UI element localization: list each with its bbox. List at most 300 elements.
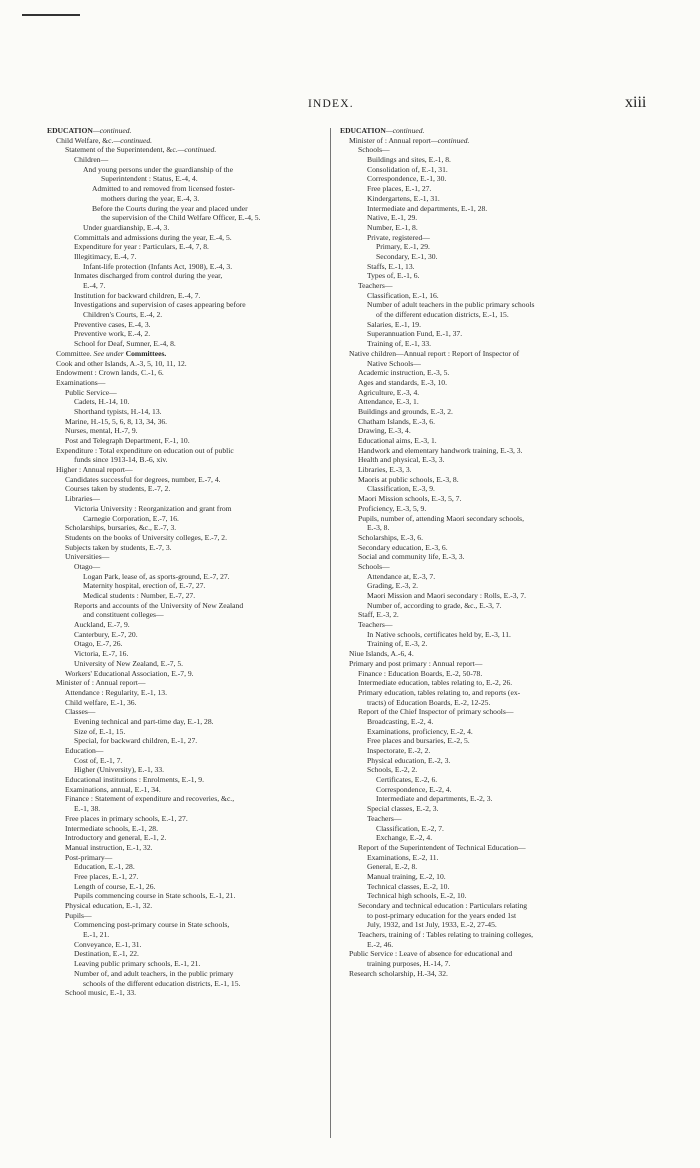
index-entry-text: of the different education districts, E.-1, 15. [376, 310, 509, 320]
index-entry-text: Classification, E.-1, 16. [367, 290, 439, 300]
column-divider [330, 128, 331, 1138]
index-entry [340, 504, 620, 514]
index-entry-text: Children's Courts, E.-4, 2. [83, 310, 163, 320]
index-entry-text: July, 1932, and 1st July, 1933, E.-2, 27-45. [367, 920, 497, 930]
index-entry-text: Attendance : Regularity, E.-1, 13. [65, 687, 167, 697]
index-entry-text: Children— [74, 155, 109, 165]
index-entry-text: Pupils commencing course in State schools, E.-1, 21. [74, 891, 236, 901]
index-entry-text: Grading, E.-3, 2. [367, 581, 419, 591]
index-entry-text: Report of the Superintendent of Technical Education— [358, 842, 526, 852]
index-entry [340, 572, 620, 582]
index-entry-text: Destination, E.-1, 22. [74, 949, 139, 959]
index-entry [47, 417, 327, 427]
index-entry [47, 184, 327, 194]
index-entry [47, 736, 327, 746]
index-entry [47, 678, 327, 688]
index-entry-text: schools of the different education districts, E.-1, 15. [83, 978, 241, 988]
index-entry-text: University of New Zealand, E.-7, 5. [74, 658, 184, 668]
index-entry-text: Institution for backward children, E.-4, 7. [74, 290, 201, 300]
index-entry [340, 417, 620, 427]
index-entry [47, 756, 327, 766]
index-entry [340, 436, 620, 446]
index-entry [47, 843, 327, 853]
index-entry [47, 320, 327, 330]
index-entry [47, 669, 327, 679]
index-entry-text: Maternity hospital, erection of, E.-7, 27. [83, 581, 206, 591]
index-entry-text: the supervision of the Child Welfare Officer, E.-4, 5. [101, 213, 261, 223]
index-entry [340, 601, 620, 611]
index-entry [340, 484, 620, 494]
index-entry [47, 688, 327, 698]
index-entry [340, 281, 620, 291]
index-entry-text: Pupils, number of, attending Maori secondary schools, [358, 513, 524, 523]
index-entry [47, 630, 327, 640]
index-entry [47, 698, 327, 708]
index-entry [47, 911, 327, 921]
index-entry [340, 804, 620, 814]
index-entry [47, 959, 327, 969]
index-entry [340, 388, 620, 398]
index-entry-text: Minister of : Annual report [349, 135, 431, 145]
index-entry [340, 882, 620, 892]
index-entry-text: Inspectorate, E.-2, 2. [367, 746, 431, 755]
index-entry-text: Infant-life protection (Infants Act, 1908), E.-4, 3. [83, 261, 233, 271]
index-entry-text: Staff, E.-3, 2. [358, 610, 399, 620]
index-entry-text: Technical high schools, E.-2, 10. [367, 891, 467, 901]
index-entry [47, 746, 327, 756]
index-entry-text: Secondary education, E.-3, 6. [358, 542, 448, 552]
index-entry-text: Intermediate and departments, E.-2, 3. [376, 794, 493, 804]
index-entry-text: Schools— [358, 561, 390, 571]
index-entry-text: Buildings and sites, E.-1, 8. [367, 155, 451, 165]
index-entry-text: Superintendent : Status, E.-4, 4. [101, 174, 198, 184]
index-entry [47, 339, 327, 349]
index-entry [47, 930, 327, 940]
index-entry [340, 620, 620, 630]
index-entry [340, 911, 620, 921]
index-entry-text: Free places, E.-1, 27. [74, 871, 139, 881]
top-rule [22, 14, 80, 16]
index-entry [340, 271, 620, 281]
index-entry-text: Public Service— [65, 387, 117, 397]
index-entry-text: Expenditure for year : Particulars, E.-4, 7, 8. [74, 242, 209, 252]
index-entry [47, 572, 327, 582]
index-entry [47, 281, 327, 291]
index-entry [340, 174, 620, 184]
index-entry-text: Schools— [358, 145, 390, 155]
index-entry-text: Committals and admissions during the year, E.-4, 5. [74, 232, 232, 242]
index-entry [340, 717, 620, 727]
index-entry-text: Scholarships, E.-3, 6. [358, 532, 423, 542]
index-entry-text: Academic instruction, E.-3, 5. [358, 368, 450, 378]
index-entry [340, 610, 620, 620]
index-entry-text: Primary, E.-1, 29. [376, 242, 430, 252]
index-entry [47, 814, 327, 824]
index-entry-text: Finance : Statement of expenditure and recoveries, &c., [65, 794, 235, 804]
index-entry-text: Workers' Educational Association, E.-7, 9. [65, 668, 194, 678]
index-entry [340, 814, 620, 824]
index-entry-text: Special, for backward children, E.-1, 27. [74, 736, 198, 746]
index-entry [47, 940, 327, 950]
index-entry [47, 969, 327, 979]
index-entry-text: Higher : Annual report— [56, 465, 133, 475]
index-entry-text: Before the Courts during the year and placed under [92, 203, 248, 213]
index-entry-text: Preventive work, E.-4, 2. [74, 329, 151, 339]
index-entry-text: Intermediate and departments, E.-1, 28. [367, 203, 488, 213]
index-entry [340, 359, 620, 369]
index-entry-text: Expenditure : Total expenditure on education out of public [56, 445, 234, 455]
index-entry [340, 368, 620, 378]
index-entry-text: Students on the books of University colleges, E.-7, 2. [65, 532, 227, 542]
index-entry-text: Handwork and elementary handwork training, E.-3, 3. [358, 445, 523, 455]
index-entry-text: E.-4, 7. [83, 281, 106, 290]
index-entry [340, 562, 620, 572]
index-entry-text: Teachers— [358, 620, 393, 630]
index-entry [47, 707, 327, 717]
index-entry [47, 213, 327, 223]
index-entry-text: Examinations, annual, E.-1, 34. [65, 784, 161, 794]
index-entry-text: Maoris at public schools, E.-3, 8. [358, 474, 459, 484]
index-entry-text: Committee. [56, 348, 94, 358]
index-entry-text: Education— [65, 746, 104, 755]
index-entry [340, 455, 620, 465]
index-entry [47, 523, 327, 533]
index-entry [340, 252, 620, 262]
index-entry [340, 204, 620, 214]
index-entry [340, 291, 620, 301]
index-entry-text: Carnegie Corporation, E.-7, 16. [83, 513, 179, 523]
index-entry [47, 262, 327, 272]
index-entry [47, 581, 327, 591]
index-entry-text: Education, E.-1, 28. [74, 862, 135, 872]
index-entry-text: Buildings and grounds, E.-3, 2. [358, 406, 453, 416]
index-entry [340, 949, 620, 959]
index-entry [340, 213, 620, 223]
index-entry-text: Size of, E.-1, 15. [74, 726, 126, 736]
index-entry-text: Examinations, E.-2, 11. [367, 852, 439, 862]
index-entry-italic: —continued. [430, 135, 470, 145]
index-entry [47, 378, 327, 388]
index-entry-text: Cost of, E.-1, 7. [74, 755, 123, 765]
index-entry [47, 853, 327, 863]
index-entry [340, 145, 620, 155]
index-entry [47, 988, 327, 998]
index-entry-crossref: Committees. [123, 348, 167, 358]
index-entry-text: Subjects taken by students, E.-7, 3. [65, 542, 172, 552]
index-entry-text: Special classes, E.-2, 3. [367, 804, 439, 814]
index-entry [340, 746, 620, 756]
index-entry-text: Native Schools— [367, 358, 421, 368]
index-entry [47, 194, 327, 204]
index-entry-text: E.-1, 38. [74, 804, 101, 814]
index-entry-text: Attendance at, E.-3, 7. [367, 571, 436, 581]
index-entry [340, 853, 620, 863]
index-entry [47, 455, 327, 465]
index-entry-text: Physical education, E.-1, 32. [65, 901, 153, 910]
index-entry [340, 339, 620, 349]
index-entry [340, 165, 620, 175]
index-entry [340, 669, 620, 679]
index-entry [47, 620, 327, 630]
index-entry [47, 484, 327, 494]
index-entry-text: Classification, E.-2, 7. [376, 823, 444, 833]
index-entry [340, 756, 620, 766]
index-entry-text: Number of, and adult teachers, in the public primary [74, 968, 234, 978]
index-entry [47, 804, 327, 814]
index-entry-text: Classes— [65, 707, 96, 717]
index-entry [340, 969, 620, 979]
index-entry-text: Pupils— [65, 910, 92, 920]
index-entry-italic: —continued. [385, 126, 425, 135]
index-entry [340, 833, 620, 843]
index-entry-text: Length of course, E.-1, 26. [74, 881, 156, 891]
index-entry-text: Child welfare, E.-1, 36. [65, 697, 137, 707]
index-entry-text: Teachers— [358, 281, 393, 290]
index-entry-text: Exchange, E.-2, 4. [376, 833, 433, 843]
index-entry [340, 824, 620, 834]
index-entry-text: Manual training, E.-2, 10. [367, 871, 446, 881]
index-entry [47, 562, 327, 572]
index-entry-text: tracts) of Education Boards, E.-2, 12-25. [367, 697, 491, 707]
index-entry-text: Intermediate education, tables relating to, E.-2, 26. [358, 678, 513, 688]
index-entry [340, 727, 620, 737]
index-entry [47, 407, 327, 417]
index-entry [340, 155, 620, 165]
index-entry [340, 765, 620, 775]
index-entry [47, 591, 327, 601]
index-entry-text: Ages and standards, E.-3, 10. [358, 377, 447, 387]
index-entry-text: Superannuation Fund, E.-1, 37. [367, 329, 463, 339]
index-entry-text: Victoria, E.-7, 16. [74, 649, 129, 659]
index-entry-text: Investigations and supervision of cases appearing before [74, 300, 246, 310]
index-entry [47, 824, 327, 834]
index-entry-text: Maori Mission and Maori secondary : Rolls, E.-3, 7. [367, 591, 527, 600]
index-entry-text: Kindergartens, E.-1, 31. [367, 193, 440, 203]
index-entry [47, 155, 327, 165]
index-entry [340, 891, 620, 901]
index-entry [340, 533, 620, 543]
index-entry [340, 707, 620, 717]
index-entry-text: Primary and post primary : Annual report— [349, 658, 483, 668]
index-entry-text: Admitted to and removed from licensed foster- [92, 184, 235, 194]
index-entry-text: Free places and bursaries, E.-2, 5. [367, 736, 470, 746]
index-entry-text: Correspondence, E.-2, 4. [376, 784, 452, 794]
index-entry [340, 329, 620, 339]
index-entry-text: Maori Mission schools, E.-3, 5, 7. [358, 494, 462, 504]
index-entry-text: to post-primary education for the years ended 1st [367, 910, 517, 920]
index-entry [340, 126, 620, 136]
index-entry-text: Libraries, E.-3, 3. [358, 465, 412, 475]
index-entry-text: Child Welfare, &c. [56, 135, 114, 145]
index-entry-text: Endowment : Crown lands, C.-1, 6. [56, 368, 164, 378]
index-entry [47, 446, 327, 456]
index-entry [47, 223, 327, 233]
index-entry-italic: —continued. [92, 126, 132, 135]
index-entry-text: Attendance, E.-3, 1. [358, 397, 419, 407]
index-entry [340, 794, 620, 804]
index-entry-text: Chatham Islands, E.-3, 6. [358, 416, 435, 426]
index-entry-text: Commencing post-primary course in State schools, [74, 920, 230, 930]
index-entry-text: Nurses, mental, H.-7, 9. [65, 426, 138, 436]
index-entry [340, 630, 620, 640]
index-entry-text: Teachers, training of : Tables relating to training colleges, [358, 930, 534, 940]
index-entry [47, 242, 327, 252]
page-number: xiii [625, 94, 647, 111]
index-entry-text: E.-3, 8. [367, 523, 390, 533]
index-entry [340, 242, 620, 252]
index-entry [340, 940, 620, 950]
index-entry [340, 659, 620, 669]
index-entry [47, 397, 327, 407]
index-entry [47, 979, 327, 989]
index-entry-text: School for Deaf, Sumner, E.-4, 8. [74, 339, 176, 349]
index-entry [340, 446, 620, 456]
index-entry-text: Native, E.-1, 29. [367, 213, 418, 223]
index-entry-text: Manual instruction, E.-1, 32. [65, 842, 153, 852]
index-entry [340, 523, 620, 533]
index-entry-text: Consolidation of, E.-1, 31. [367, 164, 448, 174]
index-entry [47, 165, 327, 175]
index-entry [47, 465, 327, 475]
index-entry [47, 794, 327, 804]
index-entry [47, 901, 327, 911]
index-entry [47, 475, 327, 485]
index-entry [340, 262, 620, 272]
index-entry [47, 145, 327, 155]
index-entry [340, 543, 620, 553]
index-entry [340, 310, 620, 320]
index-entry-text: Educational aims, E.-3, 1. [358, 436, 437, 445]
index-entry-text: and constituent colleges— [83, 610, 164, 620]
index-entry [340, 698, 620, 708]
index-entry [340, 378, 620, 388]
index-entry [47, 426, 327, 436]
index-entry [340, 920, 620, 930]
index-entry [47, 368, 327, 378]
index-entry-text: EDUCATION [47, 126, 93, 135]
index-entry-text: Secondary, E.-1, 30. [376, 251, 438, 261]
index-entry [47, 543, 327, 553]
index-entry-text: Training of, E.-3, 2. [367, 639, 428, 649]
index-entry-text: Niue Islands, A.-6, 4. [349, 649, 414, 659]
index-entry-text: Otago— [74, 561, 101, 571]
index-entry-text: Types of, E.-1, 6. [367, 271, 420, 281]
index-entry-text: Otago, E.-7, 26. [74, 639, 123, 649]
index-entry-text: Staffs, E.-1, 13. [367, 261, 415, 271]
index-entry-text: School music, E.-1, 33. [65, 988, 137, 998]
index-entry [47, 494, 327, 504]
index-entry [47, 659, 327, 669]
index-entry-italic: See under [93, 348, 124, 358]
index-entry [340, 862, 620, 872]
index-entry [340, 775, 620, 785]
index-entry-text: Victoria University : Reorganization and grant from [74, 503, 232, 513]
index-entry-text: mothers during the year, E.-4, 3. [101, 193, 200, 203]
index-column-left [47, 126, 327, 998]
index-entry [47, 717, 327, 727]
index-entry-text: EDUCATION [340, 126, 386, 135]
index-entry [340, 843, 620, 853]
index-entry-text: Drawing, E.-3, 4. [358, 426, 411, 436]
index-entry [47, 552, 327, 562]
index-entry-text: Correspondence, E.-1, 30. [367, 174, 447, 184]
index-entry [47, 639, 327, 649]
index-entry [340, 407, 620, 417]
index-entry [47, 833, 327, 843]
index-entry-text: And young persons under the guardianship of the [83, 164, 233, 174]
index-entry-text: Conveyance, E.-1, 31. [74, 939, 142, 949]
index-entry-text: Training of, E.-1, 33. [367, 339, 432, 349]
index-entry-text: funds since 1913-14, B.-6, xiv. [74, 455, 168, 465]
index-entry [47, 882, 327, 892]
index-entry [47, 310, 327, 320]
index-entry-text: In Native schools, certificates held by, E.-3, 11. [367, 629, 511, 639]
index-entry-text: E.-2, 46. [367, 939, 394, 949]
index-entry-text: Medical students : Number, E.-7, 27. [83, 591, 196, 600]
index-entry [340, 349, 620, 359]
index-entry-text: Schools, E.-2, 2. [367, 765, 418, 775]
index-entry-text: Agriculture, E.-3, 4. [358, 387, 420, 397]
index-entry-text: Evening technical and part-time day, E.-1, 28. [74, 716, 214, 726]
index-entry [47, 649, 327, 659]
index-entry-text: Candidates successful for degrees, number, E.-7, 4. [65, 474, 221, 484]
index-entry-text: Illegitimacy, E.-4, 7. [74, 251, 137, 261]
index-entry-text: Research scholarship, H.-34, 32. [349, 968, 448, 978]
index-entry-text: Health and physical, E.-3, 3. [358, 455, 445, 465]
index-entry-text: Social and community life, E.-3, 3. [358, 552, 465, 562]
index-entry [340, 736, 620, 746]
index-entry [47, 252, 327, 262]
index-entry-text: Logan Park, lease of, as sports-ground, E.-7, 27. [83, 571, 230, 581]
index-entry-text: Scholarships, bursaries, &c., E.-7, 3. [65, 523, 177, 533]
index-entry [47, 765, 327, 775]
index-entry-text: Free places, E.-1, 27. [367, 184, 432, 194]
index-entry [47, 388, 327, 398]
index-entry [340, 785, 620, 795]
index-entry-text: Salaries, E.-1, 19. [367, 319, 421, 329]
index-entry-text: Courses taken by students, E.-7, 2. [65, 484, 171, 494]
index-entry-italic: —continued. [113, 135, 153, 145]
index-entry [47, 785, 327, 795]
index-entry [47, 514, 327, 524]
index-entry-text: Canterbury, E.-7, 20. [74, 629, 138, 639]
index-entry [340, 136, 620, 146]
index-entry-text: Auckland, E.-7, 9. [74, 620, 130, 630]
index-entry [340, 184, 620, 194]
index-entry-text: Examinations— [56, 377, 106, 387]
index-entry-text: Certificates, E.-2, 6. [376, 775, 438, 785]
index-entry [47, 504, 327, 514]
index-entry-text: Primary education, tables relating to, and reports (ex- [358, 687, 521, 697]
index-entry-text: Teachers— [367, 813, 402, 823]
index-entry [340, 320, 620, 330]
index-entry-text: Post-primary— [65, 852, 113, 862]
index-entry [47, 300, 327, 310]
index-entry [47, 920, 327, 930]
index-entry-text: Native children—Annual report : Report of Inspector of [349, 348, 520, 358]
index-entry [340, 475, 620, 485]
index-entry-text: General, E.-2, 8. [367, 862, 418, 872]
index-entry [340, 552, 620, 562]
index-entry [47, 891, 327, 901]
index-entry [47, 174, 327, 184]
index-entry [47, 862, 327, 872]
index-entry [340, 494, 620, 504]
index-entry-text: Universities— [65, 552, 110, 562]
index-entry [340, 194, 620, 204]
index-entry [47, 436, 327, 446]
index-entry-text: Cadets, H.-14, 10. [74, 397, 130, 407]
